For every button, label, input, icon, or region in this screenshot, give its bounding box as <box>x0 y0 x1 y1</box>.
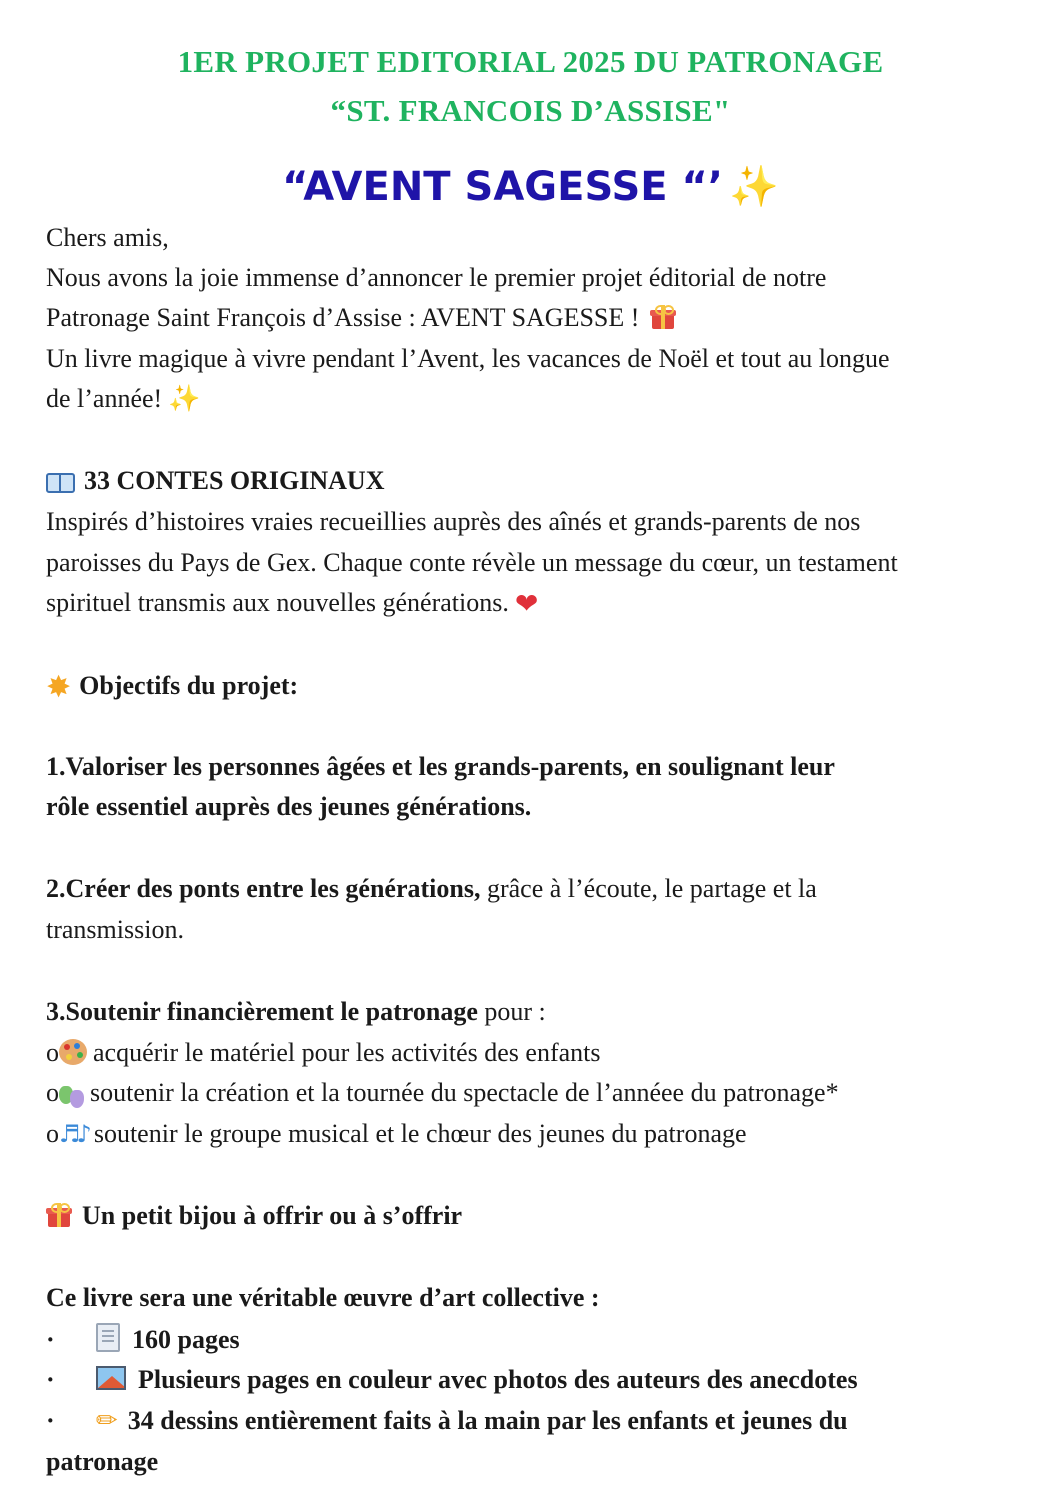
sub-text: soutenir le groupe musical et le chœur des jeunes du patronage <box>93 1119 747 1148</box>
main-title <box>0 163 1061 210</box>
gift-icon <box>46 1203 72 1227</box>
objectif-3-bold: 3.Soutenir financièrement le patronage <box>46 997 478 1026</box>
contes-line: paroisses du Pays de Gex. Chaque conte révèle un message du cœur, un testament <box>46 548 898 577</box>
main-title-text: “AVENT SAGESSE “’ <box>282 164 723 210</box>
sub-marker: o <box>46 1038 59 1067</box>
contes-line: Inspirés d’histoires vraies recueillies auprès des aînés et grands-parents de nos <box>46 507 861 536</box>
contes-text: spirituel transmis aux nouvelles générations. <box>46 588 509 617</box>
livre-item <box>46 1405 1026 1437</box>
livre-item-text: Plusieurs pages en couleur avec photos des auteurs des anecdotes <box>138 1365 858 1394</box>
star-icon: ✸ <box>46 670 72 705</box>
sparkles-icon: ✨ <box>729 164 779 210</box>
livre-item <box>46 1364 1026 1396</box>
sub-item <box>46 1077 1026 1109</box>
contes-heading <box>46 465 1026 497</box>
livre-heading: Ce livre sera une véritable œuvre d’art collective : <box>46 1283 600 1312</box>
open-book-icon <box>46 471 74 491</box>
intro-line <box>46 383 1026 415</box>
bullet: · <box>46 1365 55 1394</box>
objectif-2-bold: 2.Créer des ponts entre les générations, <box>46 874 481 903</box>
gift-icon <box>650 305 676 329</box>
sub-item <box>46 1037 1026 1069</box>
intro-line: Un livre magique à vivre pendant l’Avent, les vacances de Noël et tout au longue <box>46 344 890 373</box>
intro-text: Patronage Saint François d’Assise : AVENT SAGESSE ! <box>46 303 640 332</box>
objectif-1-line: rôle essentiel auprès des jeunes générations. <box>46 792 532 821</box>
intro-line <box>46 302 1026 334</box>
sub-marker: o <box>46 1078 59 1107</box>
livre-item <box>46 1323 1026 1356</box>
pencil-icon: ✏ <box>96 1406 118 1436</box>
objectif-3-line <box>46 996 1026 1028</box>
livre-item-text: 160 pages <box>132 1325 240 1354</box>
livre-item-continued: patronage <box>46 1447 159 1476</box>
page-document-icon <box>96 1323 120 1352</box>
contes-line <box>46 587 1026 620</box>
bijou-heading <box>46 1200 1026 1232</box>
objectifs-heading-text: Objectifs du projet: <box>79 671 299 700</box>
sub-marker: o <box>46 1119 59 1148</box>
objectif-3-rest: pour : <box>477 997 546 1026</box>
header-line-1: 1ER PROJET EDITORIAL 2025 DU PATRONAGE <box>177 44 884 79</box>
sub-text: acquérir le matériel pour les activités des enfants <box>93 1038 601 1067</box>
objectif-1-line: 1.Valoriser les personnes âgées et les grands-parents, en soulignant leur <box>46 752 835 781</box>
bullet: · <box>46 1406 55 1435</box>
sub-item <box>46 1118 1026 1150</box>
objectif-2-line: transmission. <box>46 915 184 944</box>
bullet: · <box>46 1325 55 1354</box>
bijou-heading-text: Un petit bijou à offrir ou à s’offrir <box>82 1201 463 1230</box>
sub-text: soutenir la création et la tournée du spectacle de l’annéee du patronage* <box>90 1078 839 1107</box>
heart-icon: ❤ <box>514 587 539 620</box>
theater-masks-icon-part <box>70 1090 84 1108</box>
greeting: Chers amis, <box>46 223 169 252</box>
framed-picture-icon <box>96 1366 126 1390</box>
sparkles-icon: ✨ <box>168 384 201 414</box>
objectifs-heading <box>46 670 1026 704</box>
palette-icon <box>59 1039 87 1065</box>
objectif-2-line <box>46 873 1026 905</box>
music-notes-icon: ♬♪ <box>59 1120 88 1148</box>
objectif-2-rest: grâce à l’écoute, le partage et la <box>480 874 817 903</box>
intro-line: Nous avons la joie immense d’annoncer le premier projet éditorial de notre <box>46 263 827 292</box>
intro-text: de l’année! <box>46 384 163 413</box>
livre-item-text: 34 dessins entièrement faits à la main par les enfants et jeunes du <box>127 1406 848 1435</box>
header-line-2: “ST. FRANCOIS D’ASSISE" <box>330 93 731 128</box>
contes-heading-text: 33 CONTES ORIGINAUX <box>84 466 385 495</box>
